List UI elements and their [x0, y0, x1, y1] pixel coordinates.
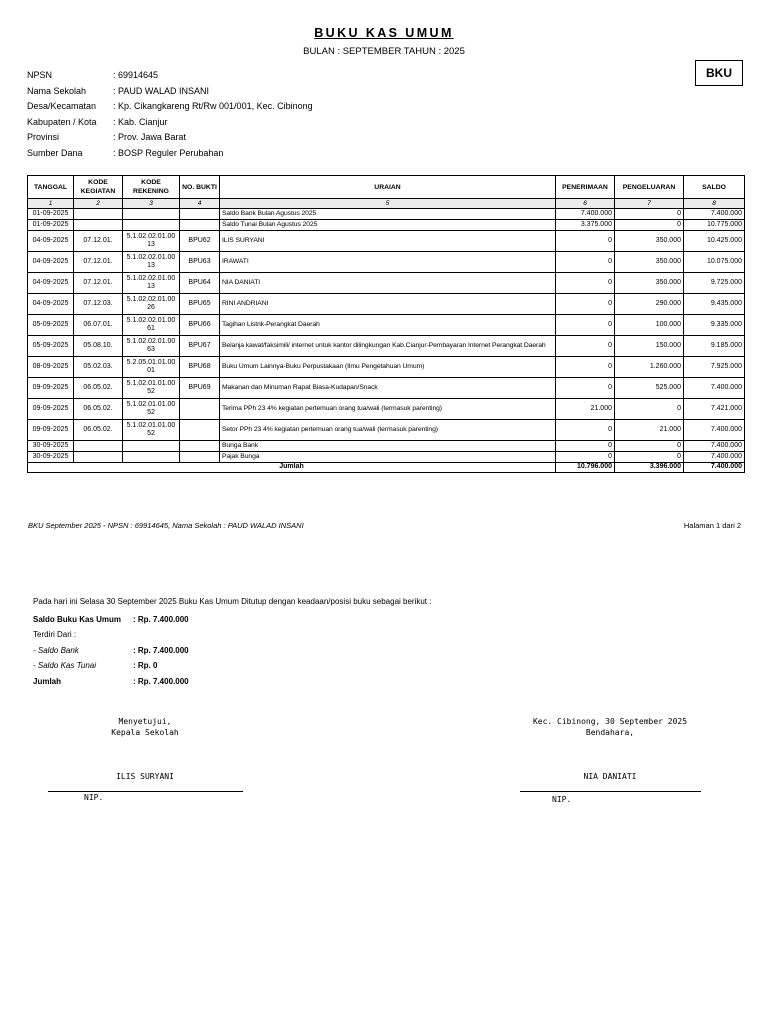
- cell-saldo: 7.421.000: [684, 399, 745, 420]
- cell-penerimaan: 0: [556, 336, 615, 357]
- column-number: 2: [74, 199, 123, 209]
- cell-saldo: 7.400.000: [684, 378, 745, 399]
- summary-bank: [33, 646, 189, 655]
- cell-kode-kegiatan: 07.12.03.: [74, 294, 123, 315]
- cell-no-bukti: BPU67: [180, 336, 220, 357]
- cell-saldo: 9.725.000: [684, 273, 745, 294]
- total-pengeluaran: 3.396.000: [615, 463, 684, 473]
- cell-tanggal: 30-09-2025: [28, 452, 74, 463]
- table-row: [28, 336, 745, 357]
- info-label: Desa/Kecamatan: [27, 101, 97, 111]
- cell-uraian: ILIS SURYANI: [220, 231, 556, 252]
- column-number: 8: [684, 199, 745, 209]
- info-row: [27, 115, 313, 131]
- cell-saldo: 10.075.000: [684, 252, 745, 273]
- column-header: PENERIMAAN: [556, 176, 615, 199]
- cell-kode-rekening: 5.1.02.02.01.00 13: [123, 273, 180, 294]
- summary-tunai: [33, 661, 157, 670]
- cell-tanggal: 05-09-2025: [28, 315, 74, 336]
- cell-saldo: 7.400.000: [684, 420, 745, 441]
- info-value: : 69914645: [113, 70, 159, 80]
- total-penerimaan: 10.796.000: [556, 463, 615, 473]
- cell-tanggal: 04-09-2025: [28, 252, 74, 273]
- cell-no-bukti: [180, 209, 220, 220]
- info-row: [27, 146, 313, 162]
- column-number: 7: [615, 199, 684, 209]
- cell-penerimaan: 0: [556, 452, 615, 463]
- info-row: [27, 130, 313, 146]
- document-period: BULAN : SEPTEMBER TAHUN : 2025: [303, 46, 465, 57]
- cell-uraian: Bunga Bank: [220, 441, 556, 452]
- document-title: BUKU KAS UMUM: [314, 26, 454, 40]
- footer-note: BKU September 2025 - NPSN : 69914645, Nama Sekolah : PAUD WALAD INSANI: [28, 521, 304, 530]
- cell-uraian: Pajak Bunga: [220, 452, 556, 463]
- info-label: NPSN: [27, 70, 53, 80]
- cell-penerimaan: 0: [556, 378, 615, 399]
- cell-kode-rekening: [123, 209, 180, 220]
- table-header-row: [28, 176, 745, 199]
- table-number-row: [28, 199, 745, 209]
- cell-tanggal: 08-09-2025: [28, 357, 74, 378]
- summary-saldo-value: : Rp. 7.400.000: [133, 615, 189, 624]
- cell-uraian: Saldo Bank Bulan Agustus 2025: [220, 209, 556, 220]
- cell-pengeluaran: 0: [615, 399, 684, 420]
- summary-tunai-value: : Rp. 0: [133, 661, 158, 670]
- cell-saldo: 7.400.000: [684, 209, 745, 220]
- cell-penerimaan: 7.400.000: [556, 209, 615, 220]
- cell-kode-kegiatan: 06.07.01.: [74, 315, 123, 336]
- principal-nip: NIP.: [84, 793, 104, 802]
- summary-saldo: [33, 615, 189, 624]
- column-number: 5: [220, 199, 556, 209]
- cell-kode-rekening: 5.1.02.01.01.00 52: [123, 378, 180, 399]
- cell-uraian: Terima PPh 23 4% kegiatan pertemuan orang tua/wali (termasuk parenting): [220, 399, 556, 420]
- cell-kode-kegiatan: [74, 452, 123, 463]
- cell-kode-kegiatan: 06.05.02.: [74, 399, 123, 420]
- cell-tanggal: 09-09-2025: [28, 399, 74, 420]
- info-row: [27, 84, 313, 100]
- cell-kode-rekening: [123, 220, 180, 231]
- cell-penerimaan: 0: [556, 315, 615, 336]
- cell-tanggal: 04-09-2025: [28, 294, 74, 315]
- cell-kode-kegiatan: 05.08.10.: [74, 336, 123, 357]
- cell-saldo: 9.335.000: [684, 315, 745, 336]
- cell-pengeluaran: 150.000: [615, 336, 684, 357]
- column-header: PENGELUARAN: [615, 176, 684, 199]
- table-row: [28, 252, 745, 273]
- cell-kode-kegiatan: 07.12.01.: [74, 252, 123, 273]
- table-row: [28, 231, 745, 252]
- cell-pengeluaran: 0: [615, 441, 684, 452]
- summary-tunai-label: - Saldo Kas Tunai: [33, 661, 96, 670]
- table-row: [28, 220, 745, 231]
- table-row: [28, 357, 745, 378]
- info-value: : PAUD WALAD INSANI: [113, 85, 210, 96]
- cell-no-bukti: [180, 220, 220, 231]
- cell-tanggal: 09-09-2025: [28, 378, 74, 399]
- table-row: [28, 399, 745, 420]
- cell-no-bukti: BPU66: [180, 315, 220, 336]
- cell-no-bukti: BPU68: [180, 357, 220, 378]
- treasurer-nip: NIP.: [552, 795, 572, 804]
- page-number: Halaman 1 dari 2: [683, 521, 741, 530]
- info-row: [27, 68, 313, 84]
- cell-no-bukti: BPU64: [180, 273, 220, 294]
- treasurer-name: NIA DANIATI: [583, 772, 637, 781]
- table-row: [28, 315, 745, 336]
- column-number: 3: [123, 199, 180, 209]
- cell-kode-rekening: 5.1.02.02.01.00 61: [123, 315, 180, 336]
- cell-pengeluaran: 100.000: [615, 315, 684, 336]
- cell-kode-kegiatan: [74, 441, 123, 452]
- cell-kode-rekening: [123, 452, 180, 463]
- closing-statement: Pada hari ini Selasa 30 September 2025 Buku Kas Umum Ditutup dengan keadaan/posisi buku sebagai berikut :: [33, 597, 432, 606]
- table-row: [28, 452, 745, 463]
- summary-bank-value: : Rp. 7.400.000: [133, 646, 189, 655]
- column-header: KODE REKENING: [123, 176, 180, 199]
- cell-kode-rekening: 5.1.02.02.01.00 13: [123, 231, 180, 252]
- column-number: 4: [180, 199, 220, 209]
- cell-kode-rekening: [123, 441, 180, 452]
- cell-kode-kegiatan: [74, 220, 123, 231]
- cell-no-bukti: [180, 441, 220, 452]
- cell-uraian: Setor PPh 23 4% kegiatan pertemuan orang tua/wali (termasuk parenting): [220, 420, 556, 441]
- cell-penerimaan: 0: [556, 252, 615, 273]
- cell-penerimaan: 0: [556, 357, 615, 378]
- column-header: SALDO: [684, 176, 745, 199]
- total-label: Jumlah: [28, 463, 556, 473]
- cell-no-bukti: BPU62: [180, 231, 220, 252]
- cell-saldo: 10.425.000: [684, 231, 745, 252]
- cell-kode-kegiatan: 05.02.03.: [74, 357, 123, 378]
- cell-pengeluaran: 350.000: [615, 273, 684, 294]
- cell-penerimaan: 3.375.000: [556, 220, 615, 231]
- info-row: [27, 99, 313, 115]
- cell-tanggal: 01-09-2025: [28, 209, 74, 220]
- table-row: [28, 209, 745, 220]
- cell-tanggal: 05-09-2025: [28, 336, 74, 357]
- info-value: : Kp. Cikangkareng Rt/Rw 001/001, Kec. Cibinong: [113, 101, 313, 111]
- cell-uraian: Buku Umum Lainnya-Buku Perpustakaan (Ilmu Pengetahuan Umum): [220, 357, 556, 378]
- principal-title: Kepala Sekolah: [111, 728, 179, 737]
- cell-tanggal: 04-09-2025: [28, 231, 74, 252]
- column-number: 6: [556, 199, 615, 209]
- cell-pengeluaran: 290.000: [615, 294, 684, 315]
- summary-jumlah: [33, 677, 189, 686]
- summary-jumlah-label: Jumlah: [33, 677, 62, 686]
- summary-terdiri: Terdiri Dari :: [33, 630, 77, 639]
- total-saldo: 7.400.000: [684, 463, 745, 473]
- info-label: Provinsi: [27, 132, 60, 142]
- table-row: [28, 273, 745, 294]
- school-info: [27, 68, 313, 161]
- cell-pengeluaran: 350.000: [615, 252, 684, 273]
- cell-kode-rekening: 5.1.02.02.01.00 63: [123, 336, 180, 357]
- cell-pengeluaran: 0: [615, 452, 684, 463]
- cell-uraian: IRAWATI: [220, 252, 556, 273]
- cell-pengeluaran: 1.260.000: [615, 357, 684, 378]
- cell-penerimaan: 0: [556, 273, 615, 294]
- cell-pengeluaran: 0: [615, 209, 684, 220]
- cell-uraian: Saldo Tunai Bulan Agustus 2025: [220, 220, 556, 231]
- cell-kode-rekening: 5.1.02.02.01.00 26: [123, 294, 180, 315]
- cell-kode-rekening: 5.2.05.01.01.00 01: [123, 357, 180, 378]
- cell-kode-rekening: 5.1.02.01.01.00 52: [123, 420, 180, 441]
- cell-penerimaan: 0: [556, 441, 615, 452]
- cell-no-bukti: [180, 420, 220, 441]
- cell-uraian: Belanja kawat/faksimili/ internet untuk kantor dilingkungan Kab.Cianjur-Pembayaran Internet Perangkat Daerah: [220, 336, 556, 357]
- principal-signature-line: [48, 791, 243, 792]
- column-header: URAIAN: [220, 176, 556, 199]
- cell-tanggal: 04-09-2025: [28, 273, 74, 294]
- cell-uraian: RINI ANDRIANI: [220, 294, 556, 315]
- table-row: [28, 294, 745, 315]
- column-header: KODE KEGIATAN: [74, 176, 123, 199]
- summary-jumlah-value: : Rp. 7.400.000: [133, 677, 189, 686]
- info-label: Sumber Dana: [27, 147, 83, 158]
- cell-pengeluaran: 0: [615, 220, 684, 231]
- cell-kode-kegiatan: 06.05.02.: [74, 378, 123, 399]
- treasurer-title: Bendahara,: [585, 728, 635, 737]
- cell-saldo: 9.435.000: [684, 294, 745, 315]
- cell-uraian: Makanan dan Minuman Rapat Biasa-Kudapan/Snack: [220, 378, 556, 399]
- cell-uraian: NIA DANIATI: [220, 273, 556, 294]
- cell-uraian: Tagihan Listrik-Perangkat Daerah: [220, 315, 556, 336]
- cell-saldo: 7.400.000: [684, 441, 745, 452]
- cell-saldo: 10.775.000: [684, 220, 745, 231]
- principal-name: ILIS SURYANI: [116, 772, 174, 781]
- cell-kode-rekening: 5.1.02.02.01.00 13: [123, 252, 180, 273]
- cell-no-bukti: [180, 399, 220, 420]
- bku-badge: BKU: [695, 60, 743, 86]
- treasurer-signature-line: [520, 791, 701, 792]
- summary-bank-label: - Saldo Bank: [33, 646, 79, 655]
- cell-kode-kegiatan: 06.05.02.: [74, 420, 123, 441]
- cell-saldo: 9.185.000: [684, 336, 745, 357]
- table-row: [28, 378, 745, 399]
- info-value: : BOSP Reguler Perubahan: [113, 147, 224, 158]
- cell-no-bukti: BPU69: [180, 378, 220, 399]
- info-label: Kabupaten / Kota: [27, 116, 97, 127]
- cell-tanggal: 01-09-2025: [28, 220, 74, 231]
- table-total-row: [28, 463, 745, 473]
- info-label: Nama Sekolah: [27, 85, 87, 96]
- cell-tanggal: 09-09-2025: [28, 420, 74, 441]
- cell-penerimaan: 0: [556, 294, 615, 315]
- cell-kode-rekening: 5.1.02.01.01.00 52: [123, 399, 180, 420]
- cell-no-bukti: BPU63: [180, 252, 220, 273]
- column-header: TANGGAL: [28, 176, 74, 199]
- cell-kode-kegiatan: 07.12.01.: [74, 231, 123, 252]
- table-row: [28, 441, 745, 452]
- info-value: : Kab. Cianjur: [113, 116, 168, 127]
- info-value: : Prov. Jawa Barat: [113, 132, 186, 142]
- cell-no-bukti: [180, 452, 220, 463]
- place-date: Kec. Cibinong, 30 September 2025: [532, 717, 688, 726]
- cell-no-bukti: BPU65: [180, 294, 220, 315]
- cell-kode-kegiatan: [74, 209, 123, 220]
- cell-pengeluaran: 525.000: [615, 378, 684, 399]
- summary-saldo-label: Saldo Buku Kas Umum: [33, 615, 122, 624]
- approval-label: Menyetujui,: [118, 717, 172, 726]
- column-number: 1: [28, 199, 74, 209]
- bku-table: [27, 175, 745, 473]
- cell-penerimaan: 0: [556, 231, 615, 252]
- cell-kode-kegiatan: 07.12.01.: [74, 273, 123, 294]
- cell-penerimaan: 21.000: [556, 399, 615, 420]
- cell-pengeluaran: 350.000: [615, 231, 684, 252]
- table-row: [28, 420, 745, 441]
- column-header: NO. BUKTI: [180, 176, 220, 199]
- cell-saldo: 7.400.000: [684, 452, 745, 463]
- cell-pengeluaran: 21.000: [615, 420, 684, 441]
- cell-saldo: 7.925.000: [684, 357, 745, 378]
- cell-tanggal: 30-09-2025: [28, 441, 74, 452]
- cell-penerimaan: 0: [556, 420, 615, 441]
